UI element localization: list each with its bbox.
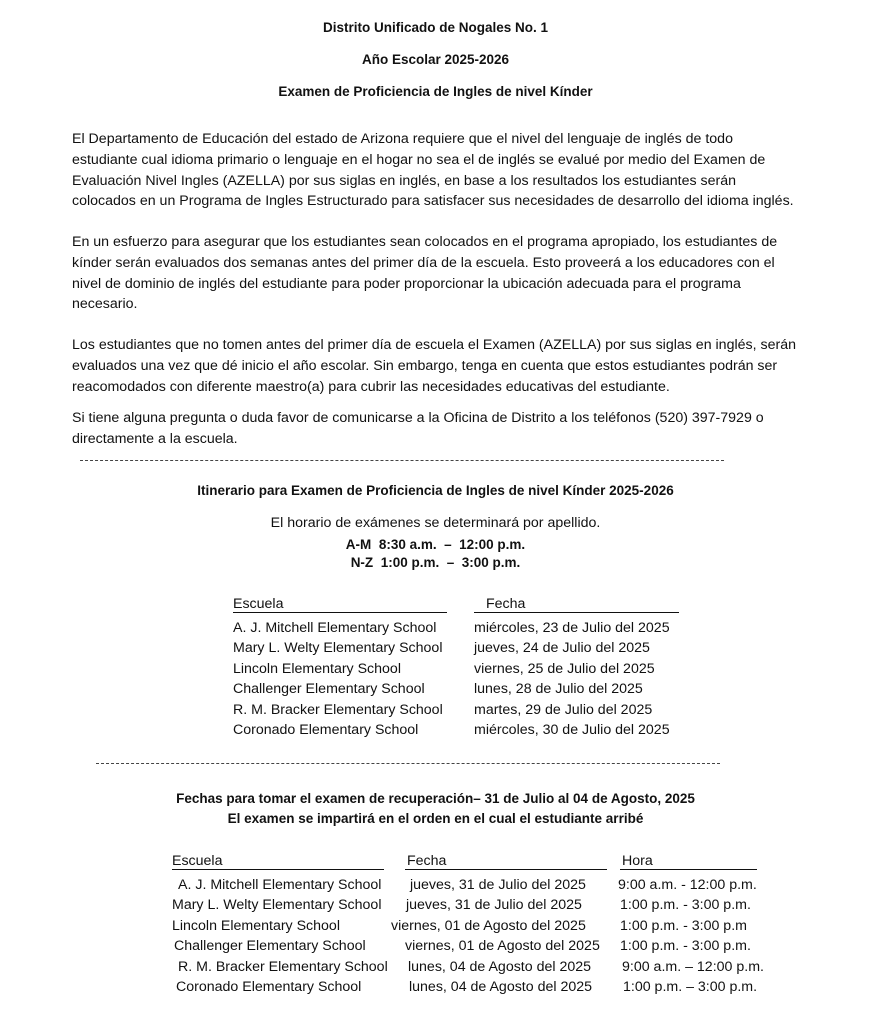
table-cell-date: lunes, 28 de Julio del 2025 <box>474 681 643 697</box>
table-cell-time: 1:00 p.m. - 3:00 p.m. <box>620 897 751 913</box>
table-cell-school: Mary L. Welty Elementary School <box>172 897 382 913</box>
table-cell-date: viernes, 01 de Agosto del 2025 <box>391 917 586 934</box>
makeup-subtitle: El examen se impartirá en el orden en el cual el estudiante arribé <box>227 811 644 826</box>
column-header-school: Escuela <box>172 854 384 870</box>
itinerary-date-column <box>474 594 679 741</box>
table-cell-date: lunes, 04 de Agosto del 2025 <box>409 979 593 995</box>
district-title: Distrito Unificado de Nogales No. 1 <box>322 20 549 35</box>
table-cell-date: martes, 29 de Julio del 2025 <box>474 701 653 718</box>
paragraph-4: Si tiene alguna pregunta o duda favor de comunicarse a la Oficina de Distrito a los teléfonos (520) 397-7929 o directamente a la escuela. <box>72 410 764 447</box>
table-cell-school: Coronado Elementary School <box>176 979 362 995</box>
table-cell-school: Lincoln Elementary School <box>172 917 340 934</box>
table-cell-school: Mary L. Welty Elementary School <box>233 640 443 656</box>
slot-end: 3:00 p.m. <box>461 555 521 570</box>
school-year-title: Año Escolar 2025-2026 <box>361 52 510 67</box>
table-cell-time: 9:00 a.m. – 12:00 p.m. <box>622 958 764 975</box>
column-header-school: Escuela <box>233 597 447 613</box>
slot-separator: – <box>444 537 452 552</box>
column-header-date: Fecha <box>405 854 607 870</box>
table-cell-time: 1:00 p.m. – 3:00 p.m. <box>623 979 758 995</box>
dashed-divider <box>96 763 720 764</box>
makeup-time-column <box>620 851 764 998</box>
slot-start: 8:30 a.m. <box>378 537 437 552</box>
slot-start: 1:00 p.m. <box>380 555 440 570</box>
itinerary-note: El horario de exámenes se determinará por apellido. <box>270 515 601 531</box>
paragraph-2: En un esfuerzo para asegurar que los estudiantes sean colocados en el programa apropiado, los estudiantes de kínder serán evaluados dos semanas antes del primer día de la escuela. Esto proveerá a los educadores con el nivel de dominio de inglés del estudiante para poder proporcionar la ubicación adecuada para el programa necesario. <box>72 234 778 313</box>
table-cell-date: miércoles, 30 de Julio del 2025 <box>474 722 670 738</box>
slot-group: A-M <box>345 537 372 552</box>
table-cell-date: jueves, 24 de Julio del 2025 <box>474 640 650 656</box>
dashed-divider <box>80 460 724 461</box>
paragraph-1: El Departamento de Educación del estado de Arizona requiere que el nivel del lenguaje de inglés de todo estudiante cual idioma primario o lenguaje en el hogar no sea el de inglés se evalué por medio del Examen de Evaluación Nivel Ingles (AZELLA) por sus siglas en inglés, en base a los resultados los estudiantes serán colocados en un Programa de Ingles Estructurado para satisfacer sus necesidades de desarrollo del idioma inglés. <box>72 131 794 210</box>
column-header-time: Hora <box>620 854 757 870</box>
table-cell-date: viernes, 25 de Julio del 2025 <box>474 660 655 677</box>
makeup-school-column <box>172 851 388 998</box>
column-header-date: Fecha <box>474 597 679 613</box>
table-cell-time: 1:00 p.m. - 3:00 p.m. <box>620 938 751 954</box>
slot-group: N-Z <box>350 555 374 570</box>
itinerary-title: Itinerario para Examen de Proficiencia de Ingles de nivel Kínder 2025-2026 <box>197 483 674 498</box>
table-cell-time: 1:00 p.m. - 3:00 p.m <box>620 917 747 934</box>
table-cell-school: R. M. Bracker Elementary School <box>233 701 443 718</box>
table-cell-school: Challenger Elementary School <box>174 938 366 954</box>
makeup-title: Fechas para tomar el examen de recuperación– 31 de Julio al 04 de Agosto, 2025 <box>176 791 695 806</box>
slot-end: 12:00 p.m. <box>459 537 526 552</box>
makeup-date-column <box>391 851 607 998</box>
table-cell-school: A. J. Mitchell Elementary School <box>233 619 437 636</box>
table-cell-date: jueves, 31 de Julio del 2025 <box>410 876 586 893</box>
table-cell-school: A. J. Mitchell Elementary School <box>178 876 382 893</box>
table-cell-school: Coronado Elementary School <box>233 722 419 738</box>
table-cell-date: lunes, 04 de Agosto del 2025 <box>408 958 592 975</box>
table-cell-school: R. M. Bracker Elementary School <box>178 958 388 975</box>
table-cell-school: Challenger Elementary School <box>233 681 425 697</box>
paragraph-3: Los estudiantes que no tomen antes del primer día de escuela el Examen (AZELLA) por sus siglas en inglés, serán evaluados una vez que dé inicio el año escolar. Sin embargo, tenga en cuenta que estos estudiantes podrán ser reacomodados con diferente maestro(a) para cubrir las necesidades educativas del estudiante. <box>72 337 796 395</box>
table-cell-date: jueves, 31 de Julio del 2025 <box>406 897 582 913</box>
exam-title: Examen de Proficiencia de Ingles de nivel Kínder <box>278 84 593 99</box>
itinerary-school-column <box>233 594 447 741</box>
time-slot-n-z <box>0 555 871 570</box>
table-cell-date: viernes, 01 de Agosto del 2025 <box>405 938 600 954</box>
table-cell-school: Lincoln Elementary School <box>233 660 401 677</box>
table-cell-time: 9:00 a.m. - 12:00 p.m. <box>618 876 757 893</box>
slot-separator: – <box>446 555 455 570</box>
table-cell-date: miércoles, 23 de Julio del 2025 <box>474 619 670 636</box>
time-slot-a-m <box>0 537 871 552</box>
